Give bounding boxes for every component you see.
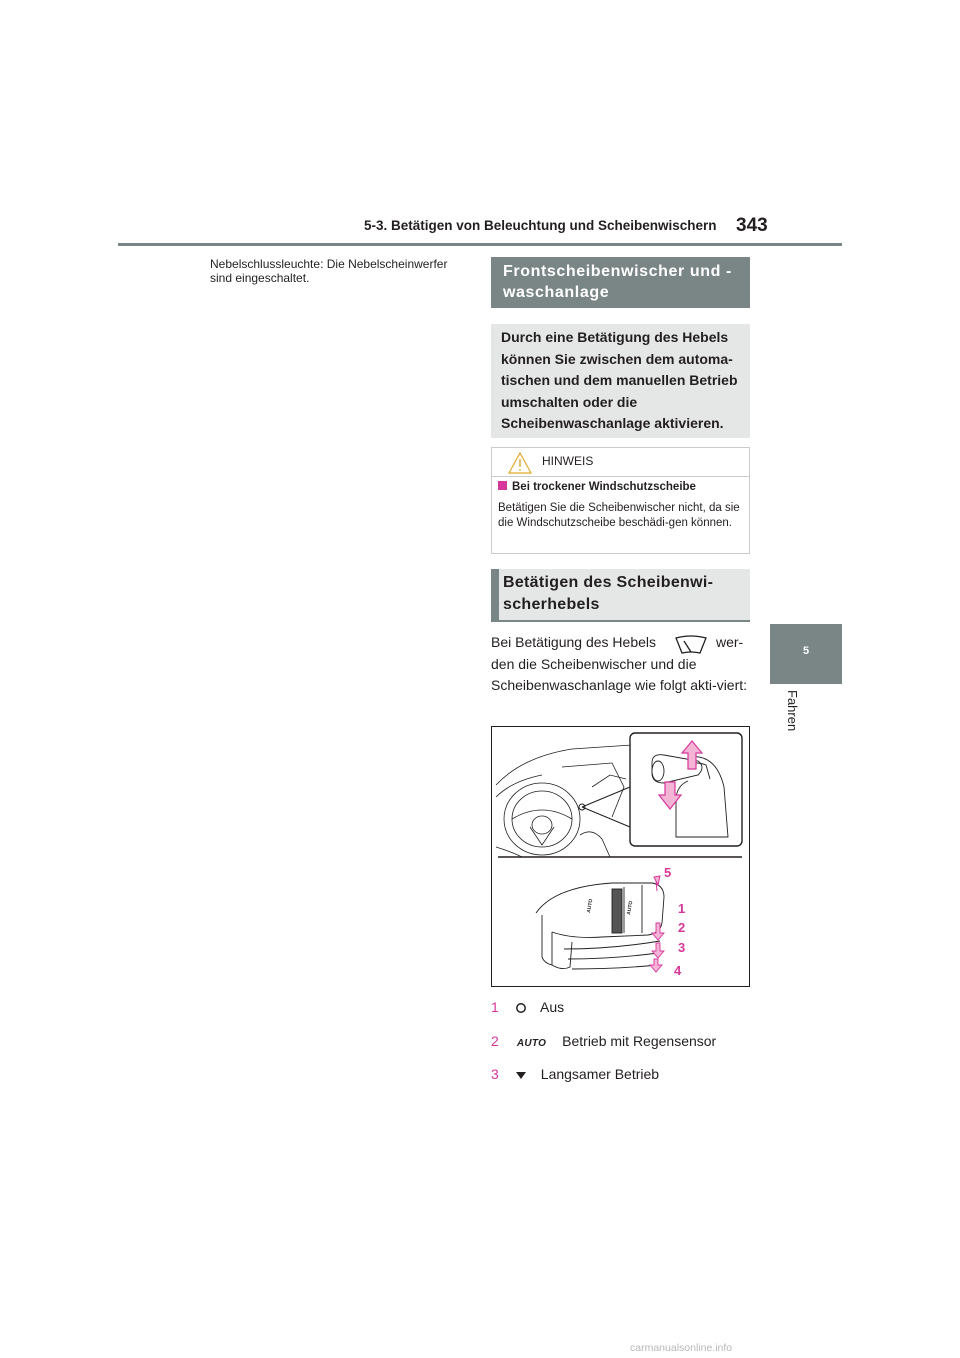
auto-symbol: AUTO xyxy=(516,1038,547,1049)
callout-5: 5 xyxy=(664,865,672,880)
chapter-tab-label: Fahren xyxy=(785,690,800,732)
section-header-frontscheibenwischer xyxy=(491,257,750,308)
wiper-lever-drawing xyxy=(492,727,749,986)
list-item xyxy=(491,1066,659,1082)
lever-auto-label: AUTO xyxy=(626,900,635,916)
callout-3: 3 xyxy=(678,940,686,955)
intro-text: Durch eine Betätigung des Hebels können Sie zwischen dem automa-tischen und dem manuellen Betrieb umschalten oder die Scheibenwaschanlage aktivieren. xyxy=(501,329,738,432)
left-paragraph: Nebelschlussleuchte: Die Nebelscheinwerfer sind eingeschaltet. xyxy=(210,257,448,285)
list-item xyxy=(491,1033,716,1049)
intro-box xyxy=(491,324,750,438)
lever-auto-label: AUTO xyxy=(586,898,595,914)
windshield-wiper-icon xyxy=(673,634,709,656)
off-circle-icon xyxy=(515,1002,527,1014)
list-item xyxy=(491,999,564,1015)
callout-1: 1 xyxy=(678,901,686,916)
list-text: Aus xyxy=(540,999,565,1015)
notice-body: Betätigen Sie die Scheibenwischer nicht, da sie die Windschutzscheibe beschädi-gen können. xyxy=(498,502,740,529)
body-paragraph: Bei Betätigung des Hebels wer-den die Scheibenwischer und die Scheibenwaschanlage wie folgt akti-viert: xyxy=(491,634,748,693)
notice-label: HINWEIS xyxy=(542,454,594,468)
page-number: 343 xyxy=(736,215,768,236)
list-number: 3 xyxy=(491,1066,499,1082)
list-number: 2 xyxy=(491,1033,499,1049)
section-accent-bar xyxy=(491,569,499,620)
list-number: 1 xyxy=(491,999,499,1015)
bullet-square-icon xyxy=(498,481,507,490)
list-text: Langsamer Betrieb xyxy=(540,1066,660,1082)
notice-subheading: Bei trockener Windschutzscheibe xyxy=(498,481,696,493)
triangle-down-icon xyxy=(515,1070,527,1080)
notice-box xyxy=(491,447,750,554)
list-text: Betrieb mit Regensensor xyxy=(562,1033,717,1049)
wiper-lever-sketch xyxy=(536,883,664,969)
warning-triangle-icon xyxy=(508,452,532,474)
header-rule xyxy=(118,243,842,246)
callout-4: 4 xyxy=(674,963,682,978)
callout-2: 2 xyxy=(678,920,686,935)
steering-wheel-sketch xyxy=(496,745,632,857)
section-title: Betätigen des Scheibenwi-scherhebels xyxy=(503,574,714,613)
notice-header xyxy=(492,448,749,477)
section-title: Frontscheibenwischer und -waschanlage xyxy=(503,263,732,301)
wiper-lever-illustration xyxy=(491,726,750,987)
section-header-scheibenwischerhebel xyxy=(491,569,750,622)
chapter-tab-number: 5 xyxy=(802,645,810,657)
watermark: carmanualsonline.info xyxy=(630,1342,733,1354)
chapter-title: 5-3. Betätigen von Beleuchtung und Scheibenwischern xyxy=(364,218,717,233)
